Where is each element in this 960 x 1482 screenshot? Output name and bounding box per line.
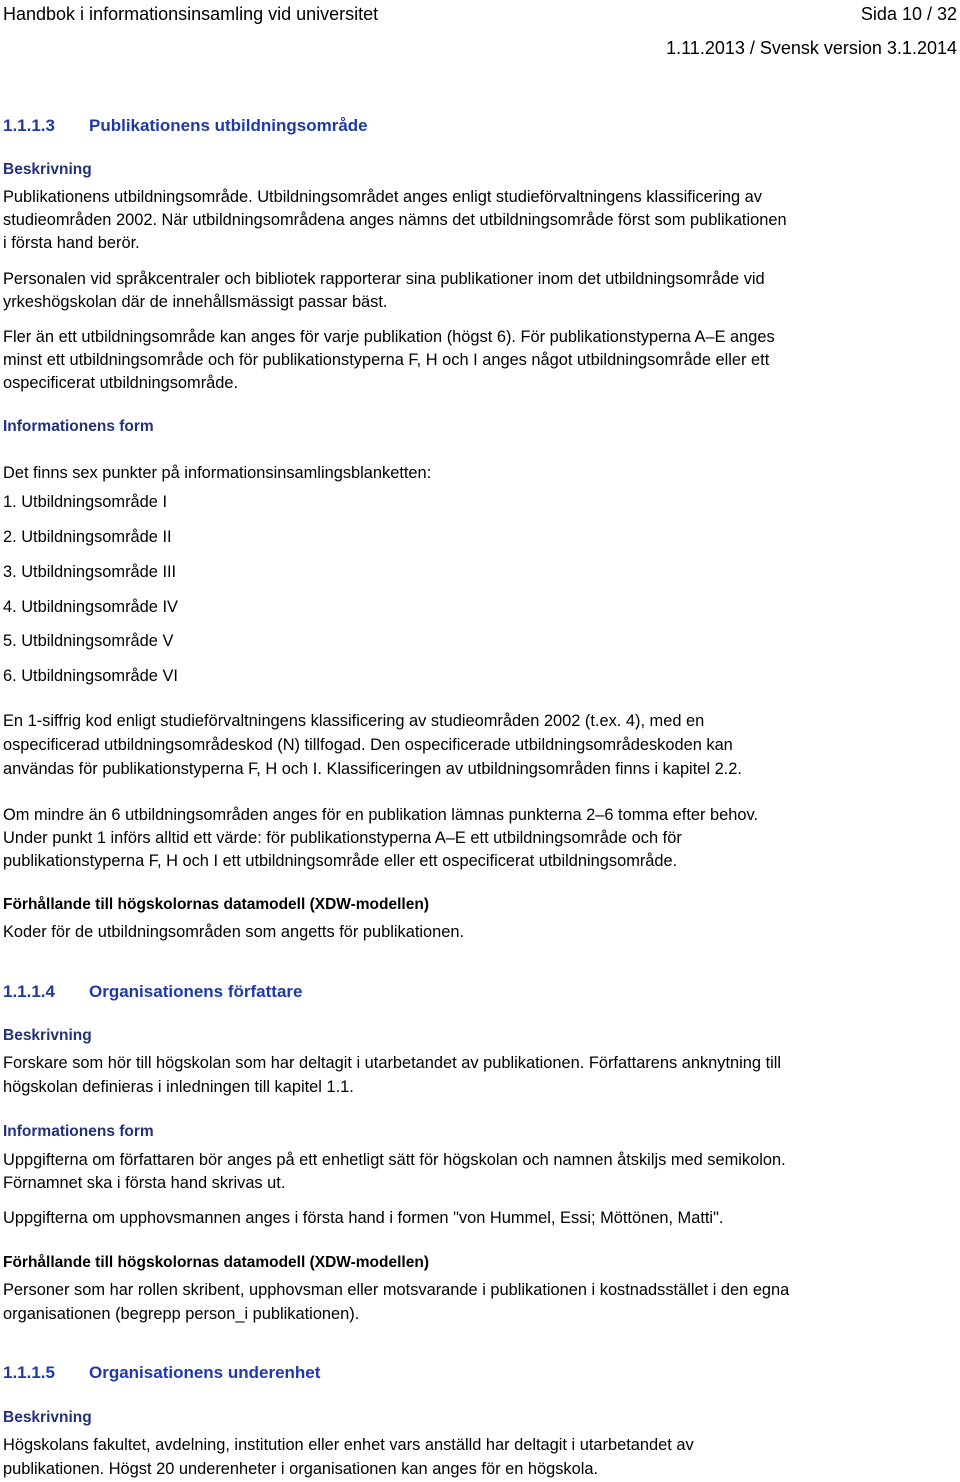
beskrivning-label-1114: Beskrivning xyxy=(3,1027,92,1044)
paragraph-line: Publikationens utbildningsområde. Utbildningsområdet anges enligt studieförvaltningens klassificering av xyxy=(3,188,762,206)
section-number: 1.1.1.3 xyxy=(3,116,55,135)
paragraph-line: Under punkt 1 införs alltid ett värde: för publikationstyperna A–E ett utbildningsområde och för xyxy=(3,829,682,847)
section-number: 1.1.1.4 xyxy=(3,982,55,1001)
version-info: 1.11.2013 / Svensk version 3.1.2014 xyxy=(666,38,957,58)
paragraph-line: yrkeshögskolan där de innehållsmässigt passar bäst. xyxy=(3,293,388,311)
paragraph-line: En 1-siffrig kod enligt studieförvaltningens klassificering av studieområden 2002 (t.ex. 4), med en xyxy=(3,712,705,730)
paragraph-line: studieområden 2002. När utbildningsområdena anges nämns det utbildningsområde först som publikationen xyxy=(3,211,787,229)
paragraph-line: Förnamnet ska i första hand skrivas ut. xyxy=(3,1174,286,1192)
paragraph-line: organisationen (begrepp person_i publikationen). xyxy=(3,1305,360,1323)
paragraph-line: Personer som har rollen skribent, upphovsman eller motsvarande i publikationen i kostnadsstället i den egna xyxy=(3,1281,790,1299)
list-item: 1. Utbildningsområde I xyxy=(3,493,167,511)
paragraph-line: högskolan definieras i inledningen till kapitel 1.1. xyxy=(3,1078,354,1096)
paragraph-line: Om mindre än 6 utbildningsområden anges för en publikation lämnas punkterna 2–6 tomma efter behov. xyxy=(3,806,759,824)
beskrivning-label-1113: Beskrivning xyxy=(3,161,92,178)
form-label-1113: Informationens form xyxy=(3,418,154,435)
paragraph-line: användas för publikationstyperna F, H och I. Klassificeringen av utbildningsområden finns i kapitel 2.2. xyxy=(3,760,742,778)
paragraph-line: ospecificerat utbildningsområde. xyxy=(3,374,239,392)
list-item: 2. Utbildningsområde II xyxy=(3,528,172,546)
paragraph-line: i första hand berör. xyxy=(3,234,140,252)
document-title: Handbok i informationsinsamling vid universitet xyxy=(3,4,379,24)
paragraph-line: Personalen vid språkcentraler och bibliotek rapporterar sina publikationer inom det utbildningsområde vid xyxy=(3,270,765,288)
form-intro: Det finns sex punkter på informationsinsamlingsblanketten: xyxy=(3,464,432,482)
list-item: 3. Utbildningsområde III xyxy=(3,563,177,581)
section-heading-1113 xyxy=(3,115,368,137)
xdw-label-1114: Förhållande till högskolornas datamodell (XDW-modellen) xyxy=(3,1254,429,1271)
section-heading-1114 xyxy=(3,981,303,1003)
list-item: 4. Utbildningsområde IV xyxy=(3,598,178,616)
xdw-text: Koder för de utbildningsområden som angetts för publikationen. xyxy=(3,923,465,941)
paragraph-line: publikationen. Högst 20 underenheter i organisationen kan anges för en högskola. xyxy=(3,1460,599,1478)
xdw-label-1113: Förhållande till högskolornas datamodell (XDW-modellen) xyxy=(3,896,429,913)
list-item: 6. Utbildningsområde VI xyxy=(3,667,178,685)
section-title: Publikationens utbildningsområde xyxy=(89,116,368,135)
paragraph-line: Uppgifterna om upphovsmannen anges i första hand i formen "von Hummel, Essi; Möttönen, Matti". xyxy=(3,1209,724,1227)
section-title: Organisationens underenhet xyxy=(89,1363,321,1382)
paragraph-line: publikationstyperna F, H och I ett utbildningsområde eller ett ospecificerat utbildningsområde. xyxy=(3,852,678,870)
paragraph-line: ospecificerad utbildningsområdeskod (N) tillfogad. Den ospecificerade utbildningsområdeskoden kan xyxy=(3,736,733,754)
page-number: Sida 10 / 32 xyxy=(860,4,957,24)
section-number: 1.1.1.5 xyxy=(3,1363,55,1382)
section-title: Organisationens författare xyxy=(89,982,303,1001)
section-heading-1115 xyxy=(3,1362,320,1384)
paragraph-line: minst ett utbildningsområde och för publikationstyperna F, H och I anges något utbildningsområde eller ett xyxy=(3,351,770,369)
paragraph-line: Fler än ett utbildningsområde kan anges för varje publikation (högst 6). För publikationstyperna A–E anges xyxy=(3,328,775,346)
paragraph-line: Uppgifterna om författaren bör anges på ett enhetligt sätt för högskolan och namnen åtskiljs med semikolon. xyxy=(3,1151,786,1169)
paragraph-line: Högskolans fakultet, avdelning, institution eller enhet vars anställd har deltagit i utarbetandet av xyxy=(3,1436,694,1454)
form-label-1114: Informationens form xyxy=(3,1123,154,1140)
paragraph-line: Forskare som hör till högskolan som har deltagit i utarbetandet av publikationen. Författarens anknytning till xyxy=(3,1054,782,1072)
beskrivning-label-1115: Beskrivning xyxy=(3,1409,92,1426)
list-item: 5. Utbildningsområde V xyxy=(3,632,174,650)
